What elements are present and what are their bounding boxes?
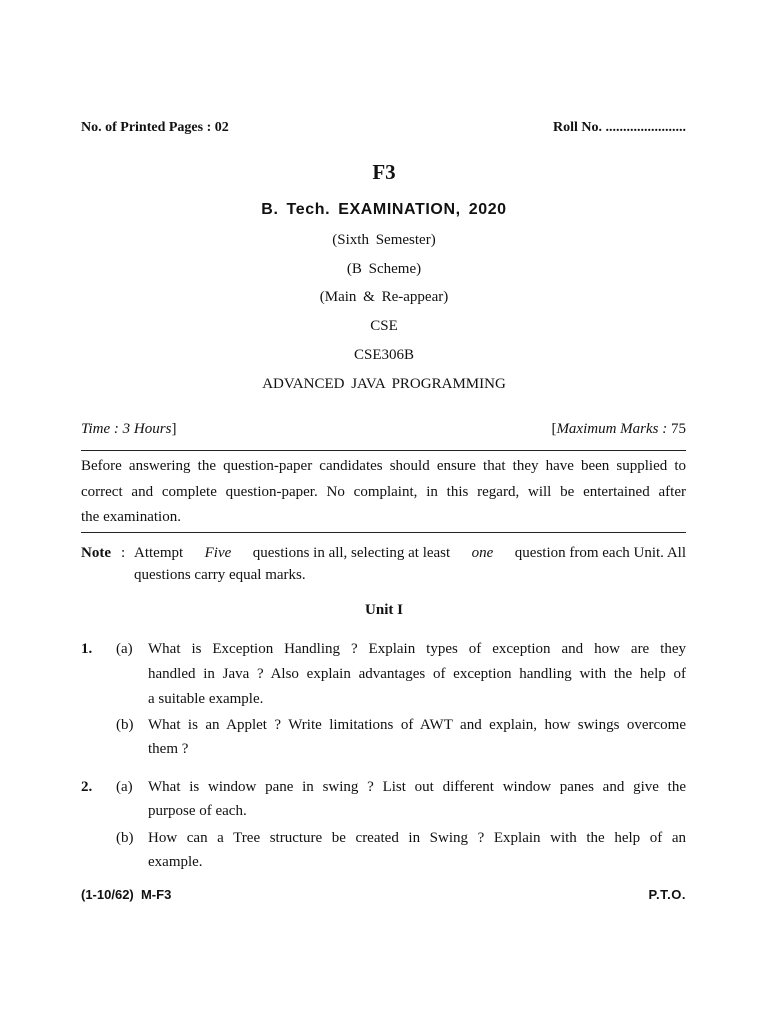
question-line: purpose of each. bbox=[148, 803, 247, 819]
question-line: a suitable example. bbox=[148, 691, 264, 707]
note-each-unit: question from each Unit. All bbox=[514, 545, 686, 561]
question-line: What is an Applet ? Write limitations of AWT and explain, how swings overcome bbox=[148, 717, 686, 733]
unit-heading: Unit I bbox=[365, 602, 403, 618]
scheme: (B Scheme) bbox=[346, 261, 422, 277]
time-allowed bbox=[81, 421, 176, 438]
note-line-2: questions carry equal marks. bbox=[134, 567, 306, 583]
roll-number: Roll No. ....................... bbox=[553, 120, 686, 135]
branch: CSE bbox=[370, 318, 398, 334]
question-number: 2. bbox=[81, 779, 93, 795]
marks-label: Maximum Marks : bbox=[556, 421, 668, 437]
question-line: handled in Java ? Also explain advantages of exception handling with the help of bbox=[148, 666, 686, 682]
subject-title: ADVANCED JAVA PROGRAMMING bbox=[262, 376, 506, 392]
instruction-line-3: the examination. bbox=[81, 509, 181, 525]
note-selecting: questions in all, selecting at least bbox=[252, 545, 451, 561]
note-attempt: Attempt bbox=[134, 545, 184, 561]
note-colon: : bbox=[121, 545, 126, 561]
question-line: What is Exception Handling ? Explain types of exception and how are they bbox=[148, 641, 686, 657]
note-label: Note bbox=[81, 545, 111, 561]
part-label: (b) bbox=[116, 830, 134, 846]
question-line: How can a Tree structure be created in Swing ? Explain with the help of an bbox=[148, 830, 686, 846]
time-bracket: ] bbox=[171, 421, 177, 437]
note-line-1 bbox=[134, 545, 686, 562]
part-label: (a) bbox=[116, 779, 133, 795]
course-code: CSE306B bbox=[353, 347, 414, 363]
question-number: 1. bbox=[81, 641, 93, 657]
top-divider bbox=[81, 450, 686, 451]
part-label: (a) bbox=[116, 641, 133, 657]
instruction-line-1: Before answering the question-paper candidates should ensure that they have been supplied to bbox=[81, 458, 686, 474]
marks-value: 75 bbox=[671, 421, 686, 437]
semester: (Sixth Semester) bbox=[332, 232, 436, 248]
printed-pages: No. of Printed Pages : 02 bbox=[81, 120, 229, 135]
paper-code: F3 bbox=[372, 160, 396, 184]
note-five: Five bbox=[204, 545, 232, 561]
bottom-divider bbox=[81, 532, 686, 533]
question-line: example. bbox=[148, 854, 203, 870]
instruction-line-2: correct and complete question-paper. No complaint, in this regard, will be entertained after bbox=[81, 484, 686, 500]
question-line: them ? bbox=[148, 741, 189, 757]
exam-title: B. Tech. EXAMINATION, 2020 bbox=[261, 201, 507, 218]
pto-label: P.T.O. bbox=[648, 887, 686, 902]
exam-mode: (Main & Re-appear) bbox=[319, 289, 449, 305]
note-one: one bbox=[471, 545, 494, 561]
maximum-marks bbox=[551, 421, 686, 438]
part-label: (b) bbox=[116, 717, 134, 733]
marks-bracket: [ bbox=[551, 421, 557, 437]
time-label: Time : 3 Hours bbox=[81, 421, 172, 437]
footer-code: (1-10/62) M-F3 bbox=[81, 887, 172, 902]
question-line: What is window pane in swing ? List out different window panes and give the bbox=[148, 779, 686, 795]
